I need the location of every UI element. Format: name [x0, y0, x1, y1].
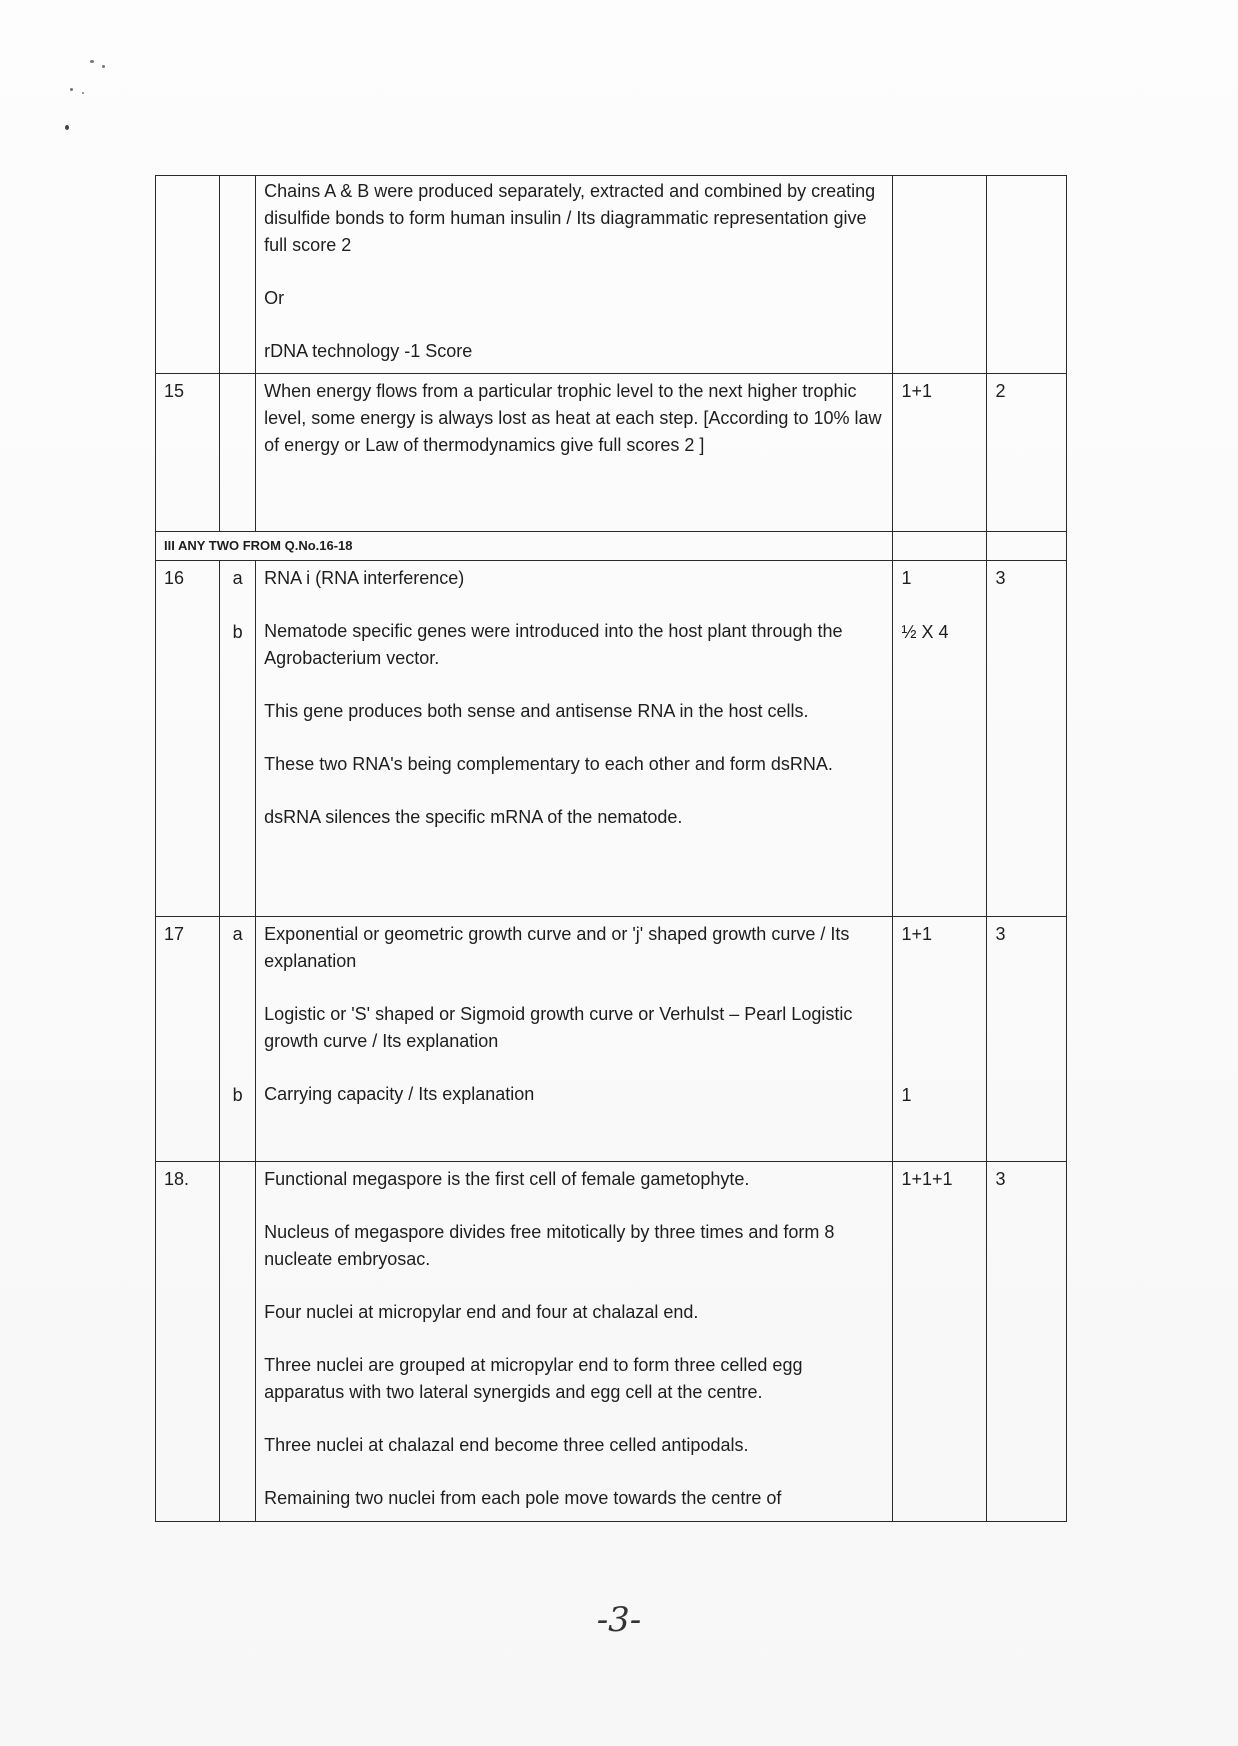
answer-cell [256, 916, 893, 1161]
part-label: a [232, 923, 243, 944]
score-cell [893, 916, 987, 1161]
score: 1+1+1 [893, 1161, 987, 1521]
answer-text: Logistic or 'S' shaped or Sigmoid growth curve or Verhulst – Pearl Logistic growth curve / Its explanation [264, 1003, 853, 1051]
answer-text: Nucleus of megaspore divides free mitotically by three times and form 8 nucleate embryosac. [264, 1221, 835, 1269]
score: 1 [901, 1084, 912, 1105]
answer-text: Nematode specific genes were introduced into the host plant through the Agrobacterium vector. [264, 620, 843, 668]
answer-cell [256, 1161, 893, 1521]
table-row [156, 560, 1067, 916]
question-number: 16 [156, 560, 220, 916]
section-title: III ANY TWO FROM Q.No.16-18 [156, 532, 893, 561]
score: 1+1 [893, 374, 987, 532]
answer-text: Remaining two nuclei from each pole move towards the centre of [264, 1487, 782, 1508]
answer-text: Chains A & B were produced separately, extracted and combined by creating disulfide bonds to form human insulin / Its diagrammatic representation give full score 2 [264, 181, 876, 255]
marking-scheme-table [155, 175, 1067, 1522]
answer-text: Three nuclei are grouped at micropylar end to form three celled egg apparatus with two lateral synergids and egg cell at the centre. [264, 1354, 803, 1402]
part-cell [220, 374, 256, 532]
part-label: b [232, 1084, 243, 1105]
question-number-cell [156, 176, 220, 374]
answer-text: Four nuclei at micropylar end and four at chalazal end. [264, 1301, 699, 1322]
table-row [156, 374, 1067, 532]
score-cell [893, 176, 987, 374]
question-number: 15 [156, 374, 220, 532]
total-cell [987, 532, 1067, 561]
answer-text: RNA i (RNA interference) [264, 567, 465, 588]
table-row [156, 916, 1067, 1161]
part-cell [220, 560, 256, 916]
answer-text: rDNA technology -1 Score [264, 341, 473, 361]
part-cell [220, 916, 256, 1161]
table-row [156, 1161, 1067, 1521]
answer-text: This gene produces both sense and antisense RNA in the host cells. [264, 700, 809, 721]
answer-cell [256, 176, 893, 374]
part-cell [220, 1161, 256, 1521]
question-number: 18. [156, 1161, 220, 1521]
total-score: 2 [987, 374, 1067, 532]
answer-text: Carrying capacity / Its explanation [264, 1083, 535, 1104]
answer-text: Functional megaspore is the first cell of female gametophyte. [264, 1168, 750, 1189]
answer-text: Three nuclei at chalazal end become three celled antipodals. [264, 1434, 749, 1455]
question-number: 17 [156, 916, 220, 1161]
answer-text: Or [264, 288, 285, 308]
total-score: 3 [987, 916, 1067, 1161]
answer-text: dsRNA silences the specific mRNA of the nematode. [264, 806, 683, 827]
scan-specks [60, 50, 150, 140]
score: 1 [901, 567, 912, 588]
score-cell [893, 532, 987, 561]
score: ½ X 4 [901, 621, 949, 642]
total-score: 3 [987, 1161, 1067, 1521]
section-header-row [156, 532, 1067, 561]
part-label: b [232, 621, 243, 642]
score: 1+1 [901, 923, 932, 944]
total-score: 3 [987, 560, 1067, 916]
table-row [156, 176, 1067, 374]
answer-cell [256, 560, 893, 916]
part-label: a [232, 567, 243, 588]
part-cell [220, 176, 256, 374]
score-cell [893, 560, 987, 916]
answer-text: Exponential or geometric growth curve and or 'j' shaped growth curve / Its explanation [264, 923, 850, 971]
total-cell [987, 176, 1067, 374]
answer-text: When energy flows from a particular trophic level to the next higher trophic level, some energy is always lost as heat at each step. [According to 10% law of energy or Law of thermodynamics give full scores 2 ] [256, 374, 893, 532]
answer-text: These two RNA's being complementary to each other and form dsRNA. [264, 753, 833, 774]
page-number: -3- [596, 1600, 642, 1640]
